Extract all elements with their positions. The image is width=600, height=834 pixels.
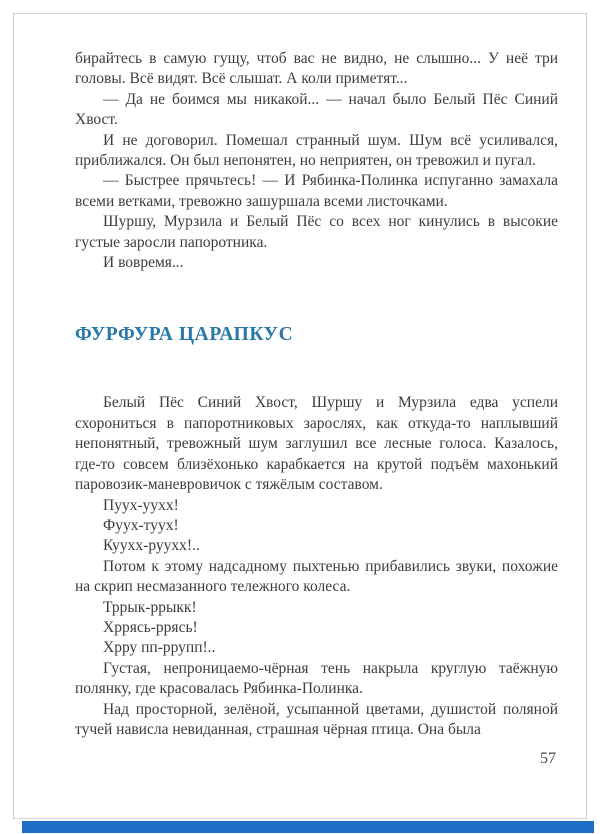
chapter-heading: ФУРФУРА ЦАРАПКУС bbox=[75, 324, 294, 346]
paragraph-sound: Хррясь-ррясь! bbox=[103, 618, 198, 636]
paragraph: Шуршу, Мурзила и Белый Пёс со всех ног кинулись в высокие густые заросли папоротника. bbox=[75, 213, 558, 251]
text-block bbox=[75, 49, 558, 740]
paragraph-dialog: — Да не боимся мы никакой... — начал было Белый Пёс Синий Хвост. bbox=[75, 90, 558, 129]
paragraph-sound: Фуух-туух! bbox=[103, 516, 179, 534]
paragraph-sound: Пуух-уухх! bbox=[103, 496, 179, 514]
paragraph-dialog: — Быстрее прячьтесь! — И Рябинка-Полинка испуганно замахала всеми ветками, тревожно зашуршала всеми листочками. bbox=[75, 172, 558, 210]
paragraph: Белый Пёс Синий Хвост, Шуршу и Мурзила едва успели схорониться в папоротниковых зарослях, как откуда-то наплывший непонятный, тревожный шум заглушил все лесные голоса. Казалось, где-то совсем близёхонько карабкается на крутой подъём махонький паровозик-маневровичок с тяжёлым составом. bbox=[75, 394, 558, 494]
paragraph: бирайтесь в самую гущу, чтоб вас не видно, не слышно... У неё три головы. Всё видят. Всё слышат. А коли приметят... bbox=[75, 50, 558, 88]
paragraph: Густая, непроницаемо-чёрная тень накрыла круглую таёжную полянку, где красовалась Рябинка-Полинка. bbox=[75, 659, 558, 698]
paragraph-sound: Тррык-ррыкк! bbox=[103, 598, 197, 616]
paragraph: Потом к этому надсадному пыхтенью прибавились звуки, похожие на скрип несмазанного тележного колеса. bbox=[75, 557, 558, 596]
paragraph-sound: Куухх-руухх!.. bbox=[103, 537, 200, 555]
paragraph: Над просторной, зелёной, усыпанной цветами, душистой поляной тучей нависла невиданная, страшная чёрная птица. Она была bbox=[75, 700, 558, 738]
page-number: 57 bbox=[540, 750, 556, 767]
paragraph-sound: Хрру пп-ррупп!.. bbox=[103, 639, 216, 657]
bottom-accent-bar bbox=[22, 821, 594, 833]
paragraph: И вовремя... bbox=[103, 254, 184, 272]
paragraph: И не договорил. Помешал странный шум. Шум всё усиливался, приближался. Он был непонятен, но неприятен, он тревожил и пугал. bbox=[75, 131, 558, 170]
